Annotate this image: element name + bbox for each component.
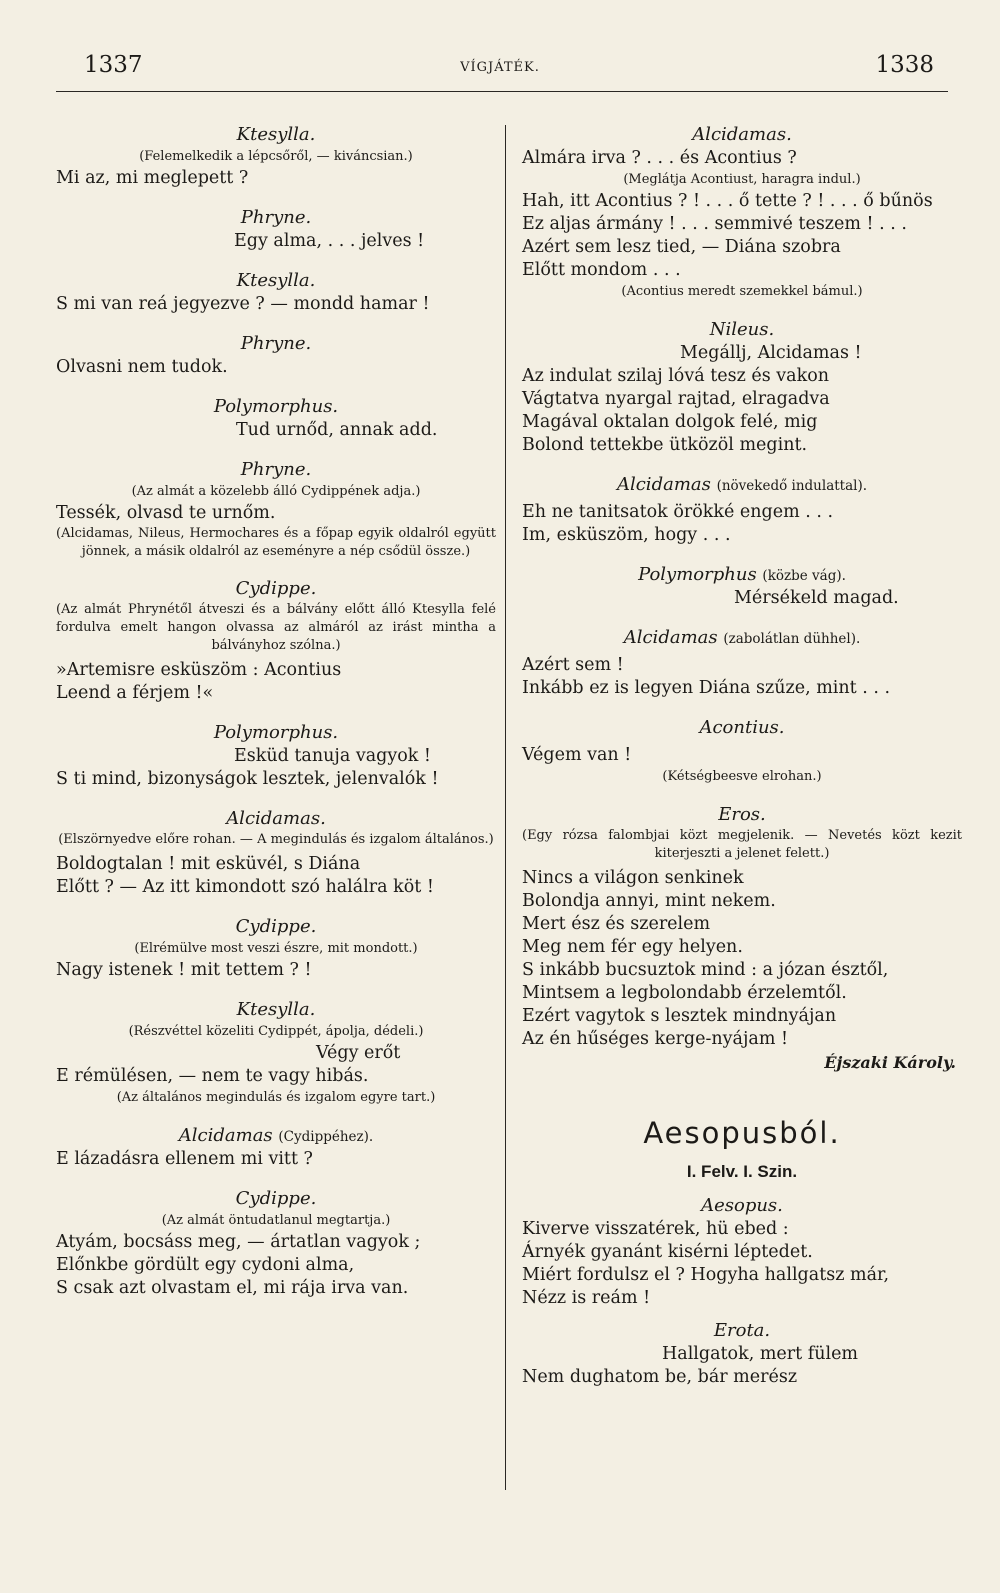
speaker-name: Polymorphus. — [213, 396, 339, 417]
header-rule — [56, 91, 948, 92]
verse-line: S ti mind, bizonyságok lesztek, jelenvalók ! — [56, 769, 439, 789]
speaker-name: Ktesylla. — [236, 999, 316, 1020]
page-number-left: 1337 — [84, 52, 143, 78]
verse-line: Miért fordulsz el ? Hogyha hallgatsz már, — [522, 1265, 890, 1285]
speaker-heading — [522, 625, 962, 650]
verse-line: Bolondja annyi, mint nekem. — [522, 891, 776, 911]
stage-direction: (Az általános megindulás és izgalom egyre tart.) — [116, 1090, 436, 1105]
verse-line: Leend a férjem !« — [56, 683, 214, 703]
speaker-name: Cydippe. — [235, 1188, 317, 1209]
speaker-name: Alcidamas. — [226, 808, 326, 829]
verse-line: Olvasni nem tudok. — [56, 357, 228, 377]
verse-line: Előnkbe gördült egy cydoni alma, — [56, 1255, 355, 1275]
page-number-right: 1338 — [875, 52, 934, 78]
column-divider — [505, 125, 506, 1490]
verse-line: Az én hűséges kerge-nyájam ! — [522, 1029, 789, 1049]
verse-line: Ezért vagytok s lesztek mindnyájan — [522, 1006, 837, 1026]
verse-line: Atyám, bocsáss meg, — ártatlan vagyok ; — [56, 1232, 421, 1252]
stage-direction: (Az almát Phrynétől átveszi és a bálvány előtt álló Ktesylla felé fordulva emelt hangon olvassa az almáról az irást mintha a bálványhoz szólna.) — [56, 602, 496, 653]
verse-line: Nem dughatom be, bár merész — [522, 1367, 798, 1387]
stage-direction: (Az almát a közelebb álló Cydippének adja.) — [131, 484, 421, 499]
stage-direction: (közbe vág). — [762, 568, 846, 584]
speaker-name: Alcidamas. — [692, 124, 792, 145]
speaker-name: Alcidamas — [616, 474, 711, 495]
speaker-heading — [56, 1123, 496, 1148]
verse-line: Inkább ez is legyen Diána szűze, mint . . . — [522, 678, 891, 698]
verse-line: Im, esküszöm, hogy . . . — [522, 525, 731, 545]
speaker-name: Cydippe. — [235, 578, 317, 599]
speaker-name: Alcidamas — [178, 1125, 273, 1146]
speaker-name: Aesopus. — [701, 1195, 783, 1216]
verse-line: Esküd tanuja vagyok ! — [234, 746, 431, 766]
stage-direction: (Alcidamas, Nileus, Hermochares és a főpap egyik oldalról együtt jönnek, a másik oldalról az eseményre a nép csődül össze.) — [56, 526, 496, 559]
stage-direction: (Felemelkedik a lépcsőről, — kiváncsian.) — [139, 149, 413, 164]
stage-direction: (Egy rózsa falombjai közt megjelenik. — Nevetés közt kezit kiterjeszti a jelenet felett.) — [522, 828, 962, 861]
verse-line: Nézz is reám ! — [522, 1288, 651, 1308]
stage-direction: (Meglátja Acontiust, haragra indul.) — [623, 172, 861, 187]
speaker-name: Alcidamas — [623, 627, 718, 648]
verse-line: »Artemisre esküszöm : Acontius — [56, 660, 342, 680]
speaker-name: Polymorphus. — [213, 722, 339, 743]
verse-line: Megállj, Alcidamas ! — [680, 343, 862, 363]
verse-line: E rémülésen, — nem te vagy hibás. — [56, 1066, 369, 1086]
verse-line: S mi van reá jegyezve ? — mondd hamar ! — [56, 294, 430, 314]
verse-line: Magával oktalan dolgok felé, mig — [522, 412, 818, 432]
speaker-name: Polymorphus — [638, 564, 757, 585]
speaker-heading — [522, 562, 962, 587]
verse-line: Előtt ? — Az itt kimondott szó halálra köt ! — [56, 877, 434, 897]
verse-line: Almára irva ? . . . és Acontius ? — [522, 148, 797, 168]
stage-direction: (növekedő indulattal). — [716, 478, 868, 494]
speaker-name: Ktesylla. — [236, 270, 316, 291]
verse-line: Mérsékeld magad. — [734, 588, 899, 608]
verse-line: Egy alma, . . . jelves ! — [234, 231, 425, 251]
verse-line: Ez aljas ármány ! . . . semmivé teszem ! . . . — [522, 214, 907, 234]
verse-line: Mert ész és szerelem — [522, 914, 711, 934]
verse-line: Bolond tettekbe ütközöl megint. — [522, 435, 808, 455]
verse-line: Kiverve visszatérek, hü ebed : — [522, 1219, 789, 1239]
speaker-name: Nileus. — [709, 319, 775, 340]
speaker-name: Phryne. — [240, 207, 312, 228]
verse-line: Mi az, mi meglepett ? — [56, 168, 249, 188]
stage-direction: (Az almát öntudatlanul megtartja.) — [161, 1213, 391, 1228]
speaker-name: Eros. — [718, 804, 766, 825]
speaker-name: Acontius. — [699, 717, 785, 738]
verse-line: Hallgatok, mert fülem — [662, 1344, 859, 1364]
stage-direction: (Acontius meredt szemekkel bámul.) — [621, 284, 863, 299]
stage-direction: (Elrémülve most veszi észre, mit mondott.) — [134, 941, 418, 956]
verse-line: Meg nem fér egy helyen. — [522, 937, 743, 957]
verse-line: Eh ne tanitsatok örökké engem . . . — [522, 502, 834, 522]
speaker-name: Cydippe. — [235, 916, 317, 937]
verse-line: Árnyék gyanánt kisérni léptedet. — [522, 1242, 813, 1262]
stage-direction: (Cydippéhez). — [278, 1129, 374, 1145]
verse-line: E lázadásra ellenem mi vitt ? — [56, 1149, 313, 1169]
verse-line: Azért sem ! — [522, 655, 624, 675]
verse-line: Tud urnőd, annak add. — [236, 420, 438, 440]
stage-direction: (Kétségbeesve elrohan.) — [662, 769, 822, 784]
stage-direction: (Részvéttel közeliti Cydippét, ápolja, dédeli.) — [128, 1024, 424, 1039]
verse-line: Mintsem a legbolondabb érzelemtől. — [522, 983, 847, 1003]
section-title: Aesopusból. — [643, 1116, 841, 1150]
act-scene-heading: I. Felv. I. Szin. — [686, 1162, 798, 1181]
speaker-heading — [522, 472, 962, 497]
speaker-name: Ktesylla. — [236, 124, 316, 145]
verse-line: Végy erőt — [316, 1043, 401, 1063]
verse-line: Boldogtalan ! mit esküvél, s Diána — [56, 854, 361, 874]
verse-line: Hah, itt Acontius ? ! . . . ő tette ? ! . . . ő bűnös — [522, 191, 933, 211]
verse-line: Az indulat szilaj lóvá tesz és vakon — [522, 366, 830, 386]
verse-line: Végem van ! — [522, 745, 632, 765]
speaker-name: Erota. — [713, 1320, 771, 1341]
verse-line: Tessék, olvasd te urnőm. — [56, 503, 276, 523]
stage-direction: (zabolátlan dühhel). — [723, 631, 861, 647]
running-title: VÍGJÁTÉK. — [460, 60, 540, 75]
verse-line: Előtt mondom . . . — [522, 260, 681, 280]
author-signature: Éjszaki Károly. — [824, 1053, 956, 1072]
speaker-name: Phryne. — [240, 333, 312, 354]
verse-line: Azért sem lesz tied, — Diána szobra — [522, 237, 841, 257]
verse-line: S inkább bucsuztok mind : a józan észtől, — [522, 960, 889, 980]
verse-line: Nagy istenek ! mit tettem ? ! — [56, 960, 312, 980]
left-column — [56, 122, 496, 1300]
verse-line: S csak azt olvastam el, mi rája irva van. — [56, 1278, 409, 1298]
speaker-name: Phryne. — [240, 459, 312, 480]
stage-direction: (Elszörnyedve előre rohan. — A megindulás és izgalom általános.) — [58, 832, 494, 847]
verse-line: Vágtatva nyargal rajtad, elragadva — [522, 389, 830, 409]
right-column — [522, 122, 962, 1389]
verse-line: Nincs a világon senkinek — [522, 868, 744, 888]
